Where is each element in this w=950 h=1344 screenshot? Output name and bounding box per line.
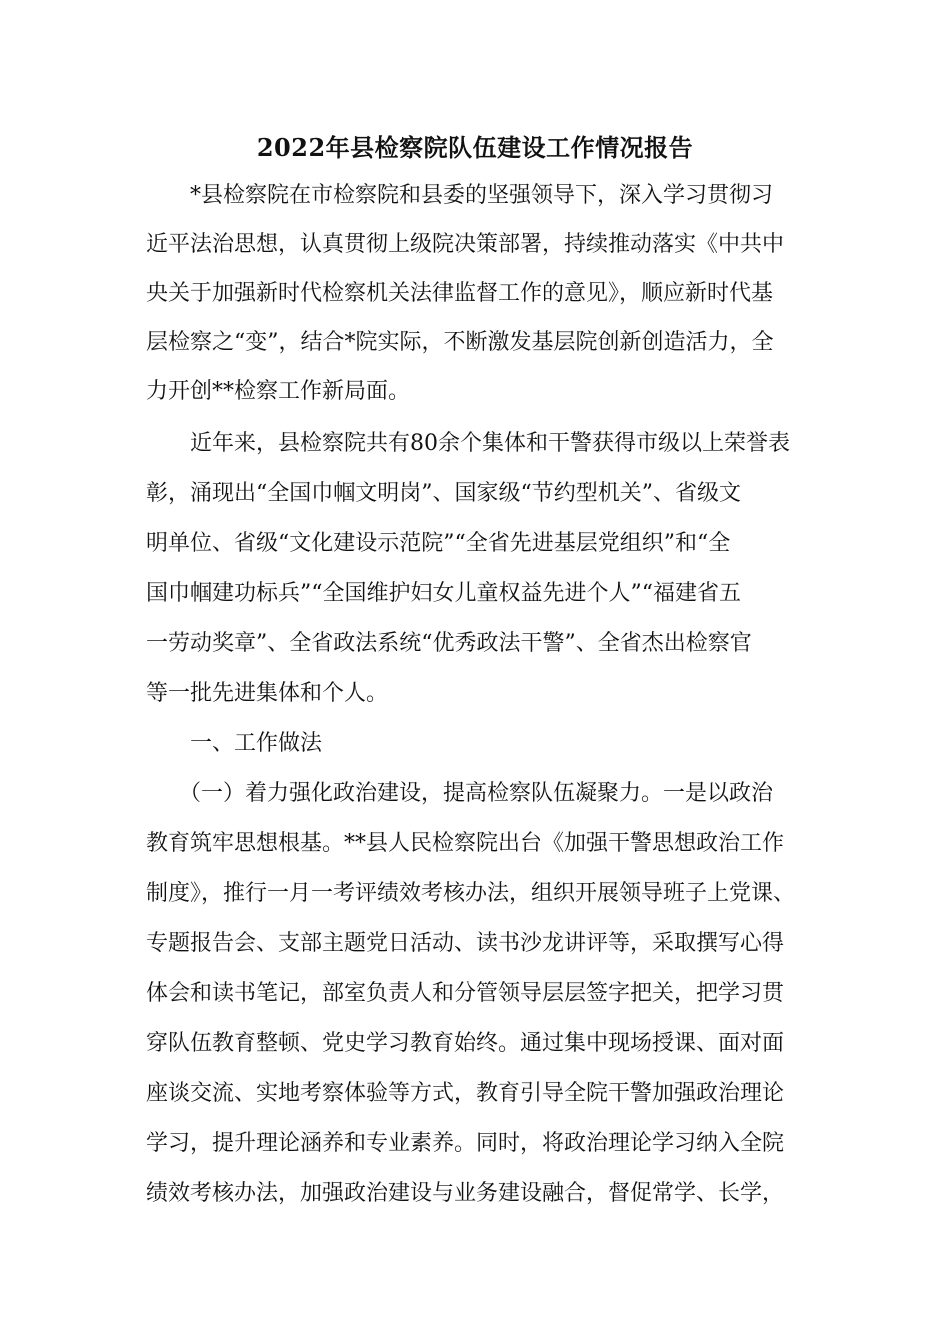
body-line: 专题报告会、支部主题党日活动、读书沙龙讲评等，采取撰写心得 [146,931,785,956]
body-line: 国巾帼建功标兵”“全国维护妇女儿童权益先进个人”“福建省五 [146,581,741,606]
body-line: 明单位、省级“文化建设示范院”“全省先进基层党组织”和“全 [146,531,731,556]
body-line: 学习，提升理论涵养和专业素养。同时，将政治理论学习纳入全院 [146,1131,785,1156]
body-line: 体会和读书笔记，部室负责人和分管领导层层签字把关，把学习贯 [146,981,785,1006]
body-line: 力开创**检察工作新局面。 [146,379,411,404]
body-line: 教育筑牢思想根基。**县人民检察院出台《加强干警思想政治工作 [146,831,785,856]
body-line: 座谈交流、实地考察体验等方式，教育引导全院干警加强政治理论 [146,1081,785,1106]
body-line: 彰，涌现出“全国巾帼文明岗”、国家级“节约型机关”、省级文 [146,481,741,506]
body-line: 一劳动奖章”、全省政法系统“优秀政法干警”、全省杰出检察官 [146,631,752,656]
body-line: 等一批先进集体和个人。 [146,681,389,706]
body-line: 穿队伍教育整顿、党史学习教育始终。通过集中现场授课、面对面 [146,1031,785,1056]
body-line: 近年来，县检察院共有80余个集体和干警获得市级以上荣誉表 [146,431,790,456]
body-line: 近平法治思想，认真贯彻上级院决策部署，持续推动落实《中共中 [146,232,785,257]
body-line: 制度》，推行一月一考评绩效考核办法，组织开展领导班子上党课、 [146,881,796,906]
body-line: *县检察院在市检察院和县委的坚强领导下，深入学习贯彻习 [146,183,774,208]
body-line: 央关于加强新时代检察机关法律监督工作的意见》，顺应新时代基 [146,281,774,306]
body-line: 层检察之“变”，结合*院实际，不断激发基层院创新创造活力，全 [146,330,774,355]
body-line: 绩效考核办法，加强政治建设与业务建设融合，督促常学、长学， [146,1181,785,1206]
document-title: 2022年县检察院队伍建设工作情况报告 [256,133,694,162]
section-heading: 一、工作做法 [146,731,323,756]
body-line: （一）着力强化政治建设，提高检察队伍凝聚力。一是以政治 [146,781,774,806]
